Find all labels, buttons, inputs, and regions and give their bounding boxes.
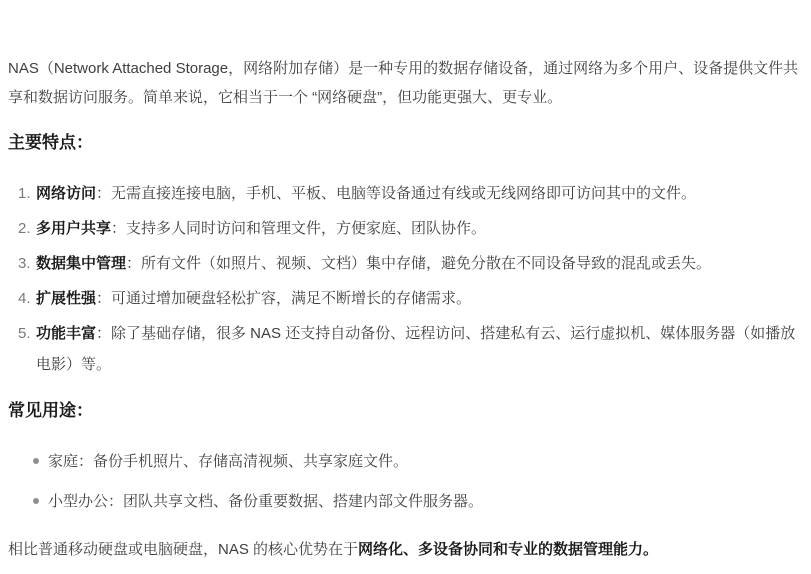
features-heading: 主要特点：: [8, 133, 93, 152]
feature-text: [36, 213, 799, 244]
feature-item-rich-functions: [8, 318, 799, 380]
intro-paragraph: NAS（Network Attached Storage，网络附加存储）是一种专用的数据存储设备，通过网络为多个用户、设备提供文件共享和数据访问服务。简单来说，它相当于一个 “网络硬盘”，但功能更强大、更专业。: [8, 60, 799, 106]
list-number: 3.: [18, 255, 31, 272]
feature-text: [36, 248, 799, 279]
feature-desc: ：可通过增加硬盘轻松扩容，满足不断增长的存储需求。: [96, 290, 472, 307]
bullet-icon: [33, 498, 39, 504]
conclusion-normal-text: 相比普通移动硬盘或电脑硬盘，NAS 的核心优势在于: [8, 541, 359, 558]
feature-item-multi-user: [8, 213, 799, 244]
conclusion-paragraph: [8, 535, 799, 564]
feature-desc: ：所有文件（如照片、视频、文档）集中存储，避免分散在不同设备导致的混乱或丢失。: [126, 255, 712, 272]
list-number: 5.: [18, 325, 31, 342]
feature-term: 扩展性强: [36, 290, 97, 307]
list-number: 4.: [18, 290, 31, 307]
feature-term: 功能丰富: [36, 325, 97, 342]
feature-term: 网络访问: [36, 185, 97, 202]
use-text: 小型办公：团队共享文档、备份重要数据、搭建内部文件服务器。: [48, 493, 484, 510]
feature-desc: ：除了基础存储，很多 NAS 还支持自动备份、远程访问、搭建私有云、运行虚拟机、媒体服务器（如播放电影）等。: [36, 325, 796, 373]
use-text: 家庭：备份手机照片、存储高清视频、共享家庭文件。: [48, 453, 409, 470]
feature-text: [36, 283, 799, 314]
uses-heading: 常见用途：: [8, 401, 93, 420]
conclusion-bold-text: 网络化、多设备协同和专业的数据管理能力。: [358, 541, 659, 558]
feature-desc: ：无需直接连接电脑，手机、平板、电脑等设备通过有线或无线网络即可访问其中的文件。: [96, 185, 697, 202]
feature-item-expandability: [8, 283, 799, 314]
feature-desc: ：支持多人同时访问和管理文件，方便家庭、团队协作。: [111, 220, 487, 237]
feature-term: 数据集中管理: [36, 255, 127, 272]
use-item-home: [8, 446, 799, 477]
feature-item-network-access: [8, 178, 799, 209]
list-number: 2.: [18, 220, 31, 237]
features-list: [8, 178, 799, 380]
feature-item-central-management: [8, 248, 799, 279]
bullet-icon: [33, 458, 39, 464]
use-item-small-office: [8, 486, 799, 517]
uses-list: [8, 446, 799, 517]
feature-term: 多用户共享: [36, 220, 112, 237]
feature-text: [36, 318, 799, 380]
feature-text: [36, 178, 799, 209]
list-number: 1.: [18, 185, 31, 202]
